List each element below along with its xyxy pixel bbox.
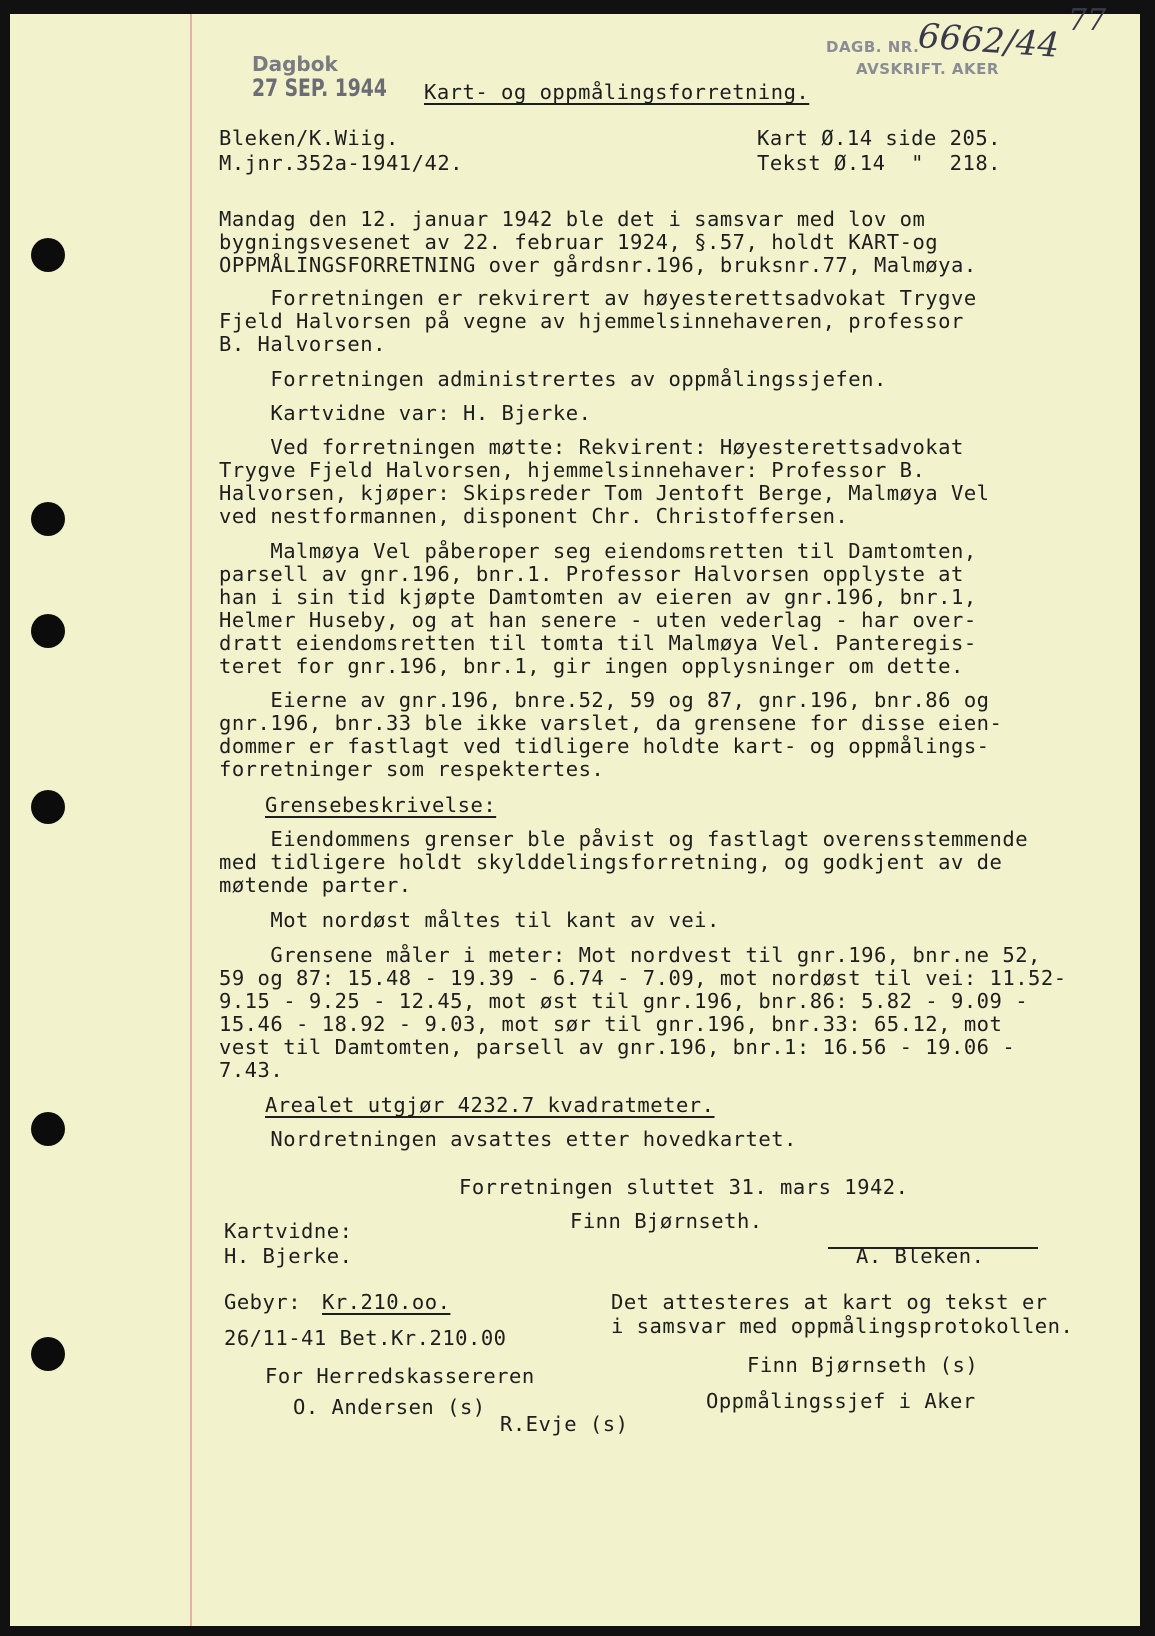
text-line: parsell av gnr.196, bnr.1. Professor Halvorsen opplyste at — [219, 562, 964, 586]
punch-hole — [31, 614, 65, 648]
text-line: Trygve Fjeld Halvorsen, hjemmelsinnehaver: Professor B. — [219, 458, 926, 482]
surveyor-name: Finn Bjørnseth. — [570, 1209, 763, 1233]
witness-name: H. Bjerke. — [224, 1244, 353, 1268]
text-line: Forretningen administrertes av oppmålingssjefen. — [219, 367, 887, 391]
text-line: Kartvidne var: H. Bjerke. — [219, 401, 592, 425]
text-line: 9.15 - 9.25 - 12.45, mot øst til gnr.196, bnr.86: 5.82 - 9.09 - — [219, 989, 1029, 1013]
text-line: Fjeld Halvorsen på vegne av hjemmelsinnehaveren, professor — [219, 309, 964, 333]
text-line: OPPMÅLINGSFORRETNING over gårdsnr.196, bruksnr.77, Malmøya. — [219, 253, 977, 277]
treasurer-line: For Herredskassereren — [265, 1364, 535, 1388]
text-line: dratt eiendomsretten til tomta til Malmøya Vel. Panteregis- — [219, 631, 977, 655]
signature: A. Bleken. — [856, 1244, 985, 1268]
map-ref: Kart Ø.14 side 205. — [757, 126, 1001, 150]
text-line: Mandag den 12. januar 1942 ble det i samsvar med lov om — [219, 207, 926, 231]
date-stamp: 27 SEP. 1944 — [252, 74, 387, 102]
attestation-title: Oppmålingssjef i Aker — [706, 1389, 976, 1413]
text-line: 59 og 87: 15.48 - 19.39 - 6.74 - 7.09, mot nordøst til vei: 11.52- — [219, 966, 1067, 990]
text-line: Malmøya Vel påberoper seg eiendomsretten til Damtomten, — [219, 539, 977, 563]
cashier-signature: O. Andersen (s) — [293, 1395, 486, 1419]
text-line: møtende parter. — [219, 873, 412, 897]
text-line: dommer er fastlagt ved tidligere holdte kart- og oppmålings- — [219, 734, 990, 758]
punch-hole — [31, 1337, 65, 1371]
payment-line: 26/11-41 Bet.Kr.210.00 — [224, 1326, 507, 1350]
text-line: teret for gnr.196, bnr.1, gir ingen opplysninger om dette. — [219, 654, 964, 678]
dagb-nr-stamp: DAGB. NR. — [826, 38, 920, 56]
text-line: Grensene måler i meter: Mot nordvest til gnr.196, bnr.ne 52, — [219, 943, 1041, 967]
punch-hole — [31, 238, 65, 272]
punch-hole — [31, 1112, 65, 1146]
text-line: Mot nordøst måltes til kant av vei. — [219, 908, 720, 932]
text-line: forretninger som respektertes. — [219, 757, 605, 781]
text-line: Ved forretningen møtte: Rekvirent: Høyesterettsadvokat — [219, 435, 964, 459]
evje-signature: R.Evje (s) — [500, 1412, 629, 1436]
text-line: med tidligere holdt skylddelingsforretning, og godkjent av de — [219, 850, 1003, 874]
text-line: gnr.196, bnr.33 ble ikke varslet, da grensene for disse eien- — [219, 711, 1003, 735]
text-line: 15.46 - 18.92 - 9.03, mot sør til gnr.196, bnr.33: 65.12, mot — [219, 1012, 1003, 1036]
attestation-line: i samsvar med oppmålingsprotokollen. — [611, 1314, 1074, 1338]
document-title: Kart- og oppmålingsforretning. — [424, 80, 810, 104]
journal-number: M.jnr.352a-1941/42. — [219, 151, 463, 175]
margin-line — [190, 14, 192, 1626]
attestation-line: Det attesteres at kart og tekst er — [611, 1290, 1048, 1314]
dagbok-stamp: Dagbok — [252, 52, 338, 76]
attestation-signer: Finn Bjørnseth (s) — [747, 1353, 979, 1377]
corner-mark: 77 — [1068, 3, 1107, 38]
closing-date: Forretningen sluttet 31. mars 1942. — [459, 1175, 909, 1199]
text-line: Eiendommens grenser ble påvist og fastlagt overensstemmende — [219, 827, 1029, 851]
text-line: B. Halvorsen. — [219, 332, 386, 356]
text-line: Forretningen er rekvirert av høyesterettsadvokat Trygve — [219, 286, 977, 310]
text-ref: Tekst Ø.14 " 218. — [757, 151, 1001, 175]
punch-hole — [31, 790, 65, 824]
section-heading: Grensebeskrivelse: — [265, 793, 497, 817]
text-line: bygningsvesenet av 22. februar 1924, §.57, holdt KART-og — [219, 230, 939, 254]
text-line: 7.43. — [219, 1058, 284, 1082]
text-line: Halvorsen, kjøper: Skipsreder Tom Jentoft Berge, Malmøya Vel — [219, 481, 990, 505]
area-statement: Arealet utgjør 4232.7 kvadratmeter. — [265, 1093, 715, 1117]
text-line: ved nestformannen, disponent Chr. Christoffersen. — [219, 504, 849, 528]
case-ref: Bleken/K.Wiig. — [219, 126, 399, 150]
text-line: Eierne av gnr.196, bnre.52, 59 og 87, gnr.196, bnr.86 og — [219, 688, 990, 712]
handwritten-number: 6662/44 — [916, 16, 1061, 66]
text-line: han i sin tid kjøpte Damtomten av eieren av gnr.196, bnr.1, — [219, 585, 977, 609]
text-line: Nordretningen avsattes etter hovedkartet. — [219, 1127, 797, 1151]
witness-label: Kartvidne: — [224, 1219, 353, 1243]
fee-value: Kr.210.oo. — [322, 1290, 451, 1314]
punch-hole — [31, 502, 65, 536]
avskrift-stamp: AVSKRIFT. AKER — [856, 60, 999, 78]
text-line: Helmer Huseby, og at han senere - uten vederlag - har over- — [219, 608, 977, 632]
fee-label: Gebyr: — [224, 1290, 302, 1314]
text-line: vest til Damtomten, parsell av gnr.196, bnr.1: 16.56 - 19.06 - — [219, 1035, 1016, 1059]
